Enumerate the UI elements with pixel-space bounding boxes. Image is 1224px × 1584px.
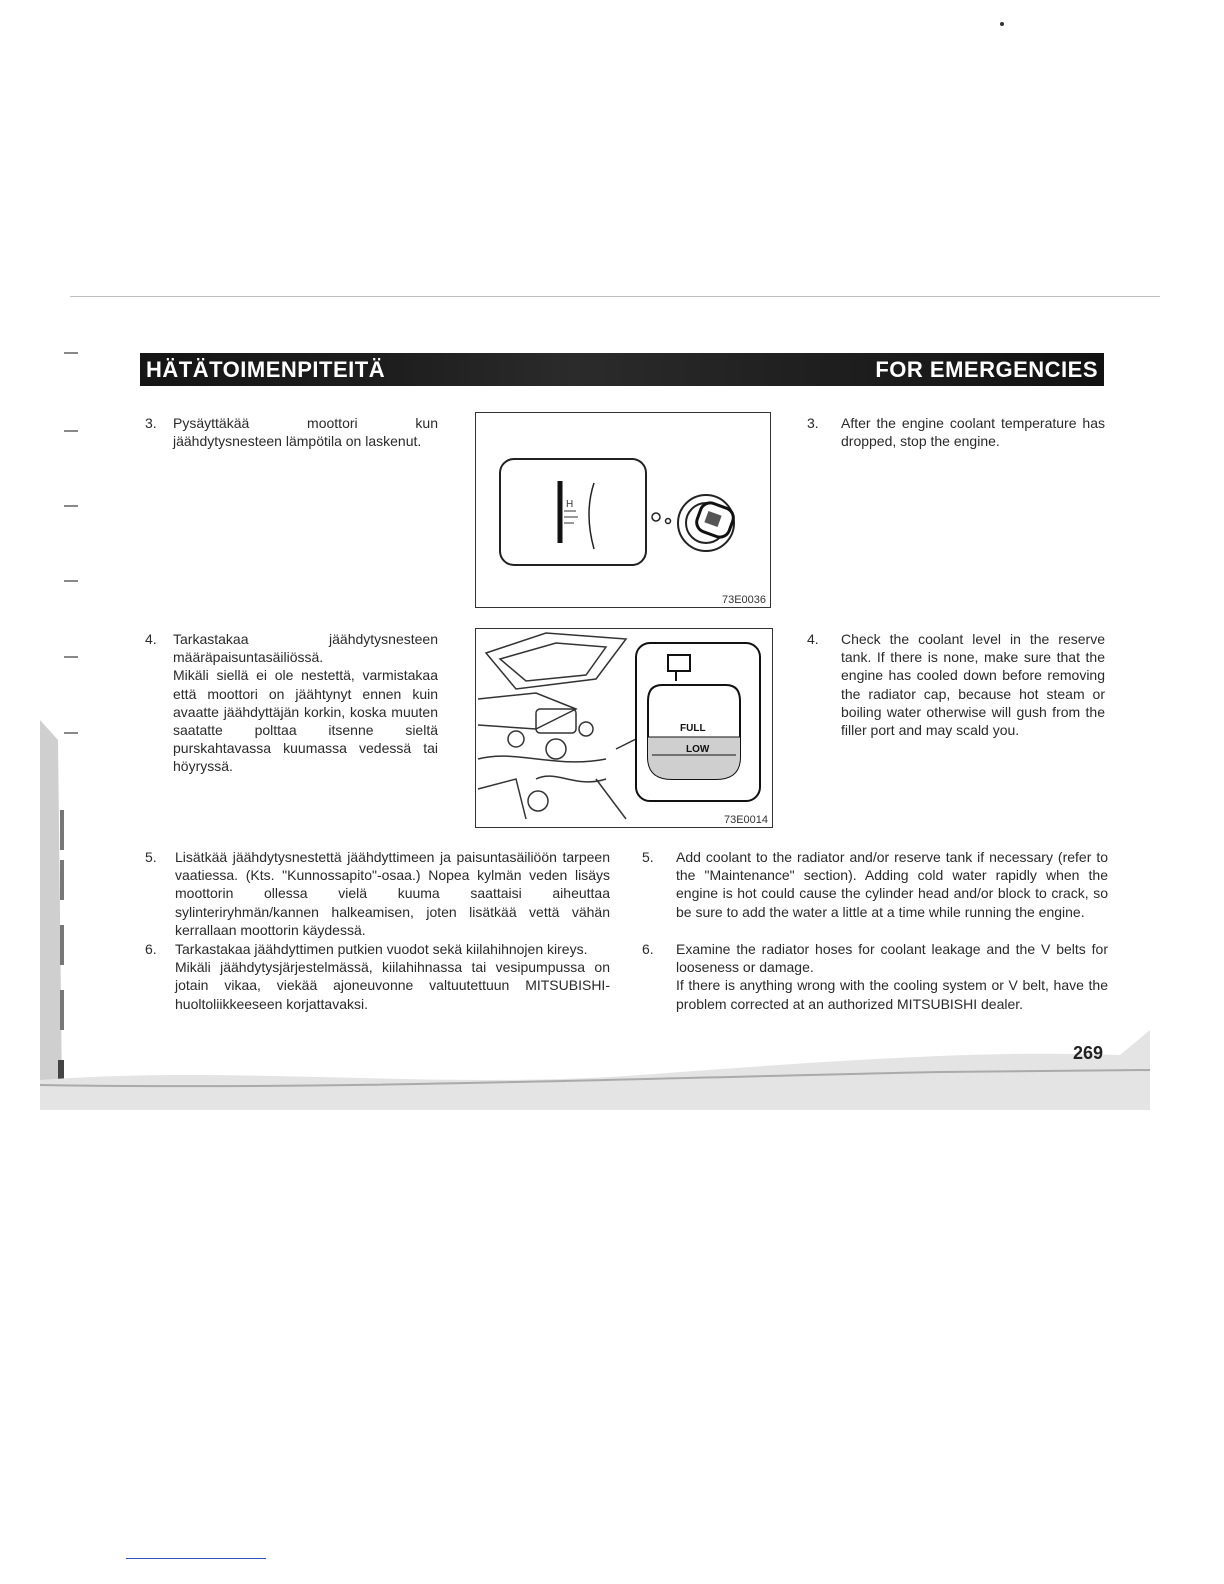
en-item-3-text: After the engine coolant temperature has dropped, stop the engine. xyxy=(841,415,1105,450)
fi-item-6-advice: Mikäli jäähdytysjärjestelmässä, kiilahihnassa tai vesipumpussa on jotain vikaa, viekää ajoneuvonne valtuutettuun MITSUBISHI-huoltoliikkeeseen korjattavaksi. xyxy=(175,959,610,1012)
fi-item-4-text: Tarkastakaa jäähdytysnesteen määräpaisuntasäiliössä. xyxy=(173,631,438,666)
fi-item-4-warning: Mikäli siellä ei ole nestettä, varmistakaa että moottori on jäähtynyt ennen kuin avaatte jäähdyttäjän korkin, koska muuten saatatte polttaa itsenne sieltä purskahtavassa kuumassa vedessä tai höyryssä. xyxy=(173,667,438,775)
fi-item-6-number: 6. xyxy=(145,941,157,957)
figure-code-1: 73E0036 xyxy=(721,594,766,606)
page-bottom-shadow xyxy=(40,1030,1160,1110)
en-item-5-text: Add coolant to the radiator and/or reserve tank if necessary (refer to the "Maintenance" section). Adding cold water rapidly when the engine is hot could cause the cylinder head and/or block to crack, so be sure to add the water a little at a time while running the engine. xyxy=(676,849,1108,920)
en-item-6-text: Examine the radiator hoses for coolant leakage and the V belts for looseness or damage. xyxy=(676,941,1108,976)
en-item-5-number: 5. xyxy=(642,849,654,865)
en-item-4-text: Check the coolant level in the reserve tank. If there is none, make sure that the engine has cooled down before removing the radiator cap, because hot steam or boiling water otherwise will gush from the filler port and may scald you. xyxy=(841,631,1105,739)
margin-tick xyxy=(64,580,78,582)
tank-low-label: LOW xyxy=(686,744,710,755)
fi-item-6-text: Tarkastakaa jäähdyttimen putkien vuodot sekä kiilahihnojen kireys. xyxy=(175,941,588,957)
section-title-en: FOR EMERGENCIES xyxy=(875,357,1098,382)
en-item-6-number: 6. xyxy=(642,941,654,957)
margin-tick xyxy=(64,352,78,354)
en-item-3-number: 3. xyxy=(807,415,819,431)
section-header-bar xyxy=(140,353,1104,386)
figure-temperature-gauge xyxy=(475,412,771,608)
figure-code-2: 73E0014 xyxy=(723,814,768,826)
en-item-6-advice: If there is anything wrong with the cooling system or V belt, have the problem corrected at an authorized MITSUBISHI dealer. xyxy=(676,977,1108,1012)
fi-item-3-text: Pysäyttäkää moottori kun jäähdytysnesteen lämpötila on laskenut. xyxy=(173,415,438,450)
figure-reserve-tank xyxy=(475,628,773,828)
temperature-gauge-illustration xyxy=(476,413,770,593)
engine-bay-illustration xyxy=(476,629,772,827)
margin-tick xyxy=(64,505,78,507)
margin-tick xyxy=(64,656,78,658)
fi-item-5-text: Lisätkää jäähdytysnestettä jäähdyttimeen ja paisuntasäiliöön tarpeen vaatiessa. (Kts. "Kunnossapito"-osaa.) Nopea kylmän veden lisäys moottorin ollessa vielä kuuma saattaisi aiheuttaa sylinteriryhmän/kannen halkeamisen, joten lisätkää vettä vähän kerrallaan moottorin käydessä. xyxy=(175,849,610,938)
margin-tick xyxy=(64,430,78,432)
bottom-link-rule xyxy=(126,1558,266,1559)
fi-item-5-number: 5. xyxy=(145,849,157,865)
svg-text:H: H xyxy=(566,499,574,510)
fi-item-4-number: 4. xyxy=(145,631,157,647)
fi-item-3-number: 3. xyxy=(145,415,157,431)
section-title-fi: HÄTÄTOIMENPITEITÄ xyxy=(146,357,386,382)
top-rule xyxy=(70,296,1160,297)
tank-full-label: FULL xyxy=(680,723,706,734)
en-item-4-number: 4. xyxy=(807,631,819,647)
page-number: 269 xyxy=(1073,1043,1104,1063)
speck xyxy=(1000,22,1004,26)
